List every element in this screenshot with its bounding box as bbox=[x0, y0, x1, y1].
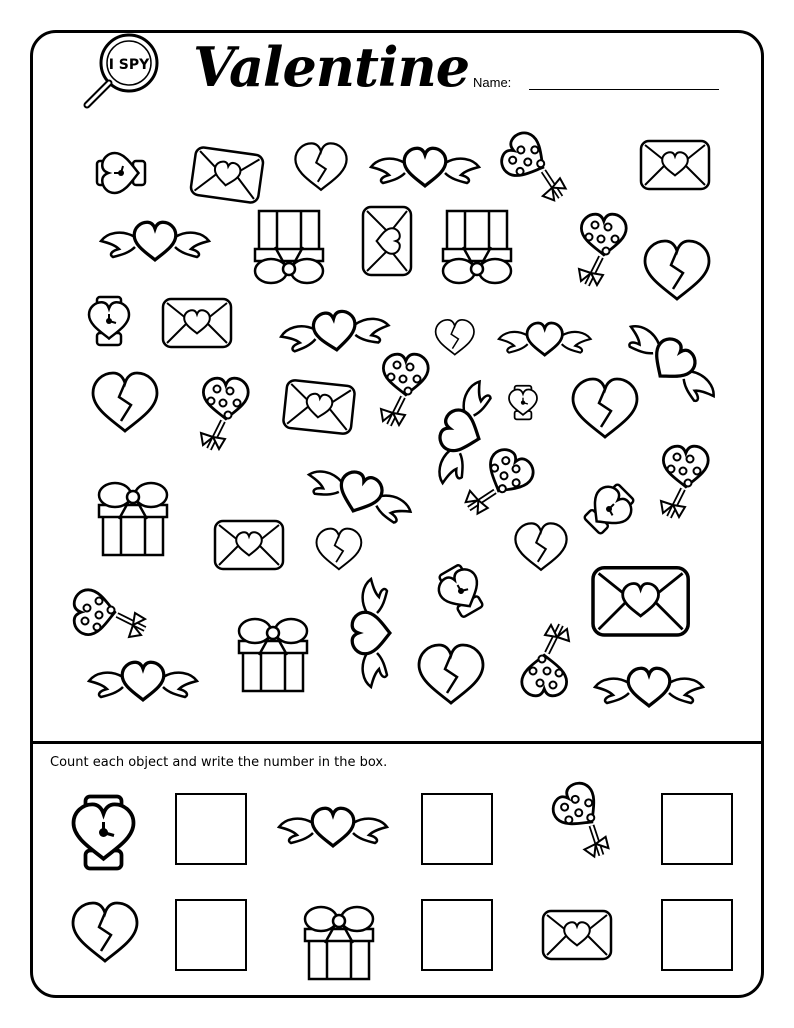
answer-box-broken-heart[interactable] bbox=[175, 899, 247, 971]
name-label: Name: bbox=[473, 75, 512, 90]
key-love-letter-icon bbox=[543, 911, 611, 959]
key-gift-box-icon bbox=[305, 907, 373, 979]
key-heart-lollipop-icon bbox=[546, 777, 629, 860]
count-key bbox=[33, 33, 764, 998]
answer-box-heart-lollipop[interactable] bbox=[661, 793, 733, 865]
key-winged-heart-icon bbox=[279, 808, 387, 846]
count-instruction: Count each object and write the number in the box. bbox=[50, 755, 388, 770]
key-heart-watch-icon bbox=[74, 797, 134, 869]
answer-box-gift-box[interactable] bbox=[421, 899, 493, 971]
page-title: Valentine bbox=[193, 35, 470, 99]
answer-box-heart-watch[interactable] bbox=[175, 793, 247, 865]
badge-label: I SPY bbox=[108, 57, 150, 73]
key-broken-heart-icon bbox=[73, 903, 137, 961]
answer-box-love-letter[interactable] bbox=[661, 899, 733, 971]
worksheet bbox=[30, 30, 764, 998]
answer-box-winged-heart[interactable] bbox=[421, 793, 493, 865]
